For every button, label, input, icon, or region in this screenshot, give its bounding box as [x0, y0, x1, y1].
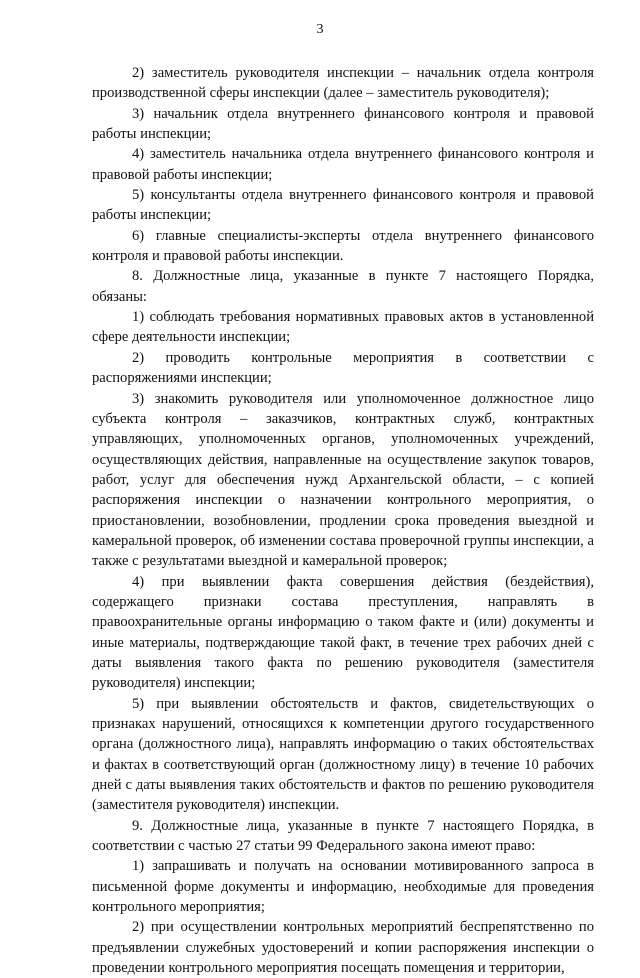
clause-8-item-2: 2) проводить контрольные мероприятия в соответствии с распоряжениями инспекции;: [92, 349, 594, 387]
list-item-consultants: 5) консультанты отдела внутреннего финансового контроля и правовой работы инспекции;: [92, 187, 594, 224]
clause-9-item-1: 1) запрашивать и получать на основании мотивированного запроса в письменной форме документы и информацию, необходимые для проведения контрольного мероприятия;: [92, 858, 594, 916]
list-item-deputy-department-head: 4) заместитель начальника отдела внутреннего финансового контроля и правовой работы инспекции;: [92, 146, 594, 183]
clause-8-item-3: 3) знакомить руководителя или уполномоченное должностное лицо субъекта контроля – заказчиков, контрактных служб, контрактных управляющих, уполномоченных органов, уполномоченных учреждений, осуществляющих действия, направленные на осуществление закупок товаров, работ, услуг для обеспечения нужд Архангельской области, – с копией распоряжения инспекции о назначении контрольного мероприятия, о приостановлении, возобновлении, продлении срока проведения выездной и камеральной проверок, об изменении состава проверочной группы инспекции, а также с результатами выездной и камеральной проверок;: [92, 390, 594, 570]
list-item-department-head: 3) начальник отдела внутреннего финансового контроля и правовой работы инспекции;: [92, 105, 594, 143]
page-number: 3: [316, 22, 324, 37]
clause-8: 8. Должностные лица, указанные в пункте 7 настоящего Порядка, обязаны:: [92, 268, 594, 305]
clause-8-item-5: 5) при выявлении обстоятельств и фактов, свидетельствующих о признаках нарушений, относящихся к компетенции другого государственного органа (должностного лица), направлять информацию о таких обстоятельствах и фактах в соответствующий орган (должностному лицу) в течение 10 рабочих дней с даты выявления таких обстоятельств и фактов по решению руководителя (заместителя руководителя) инспекции.: [92, 695, 594, 814]
clause-9-item-2: 2) при осуществлении контрольных мероприятий беспрепятственно по предъявлении служебных удостоверений и копии распоряжения инспекции о проведении контрольного мероприятия посещать помещения и территории,: [92, 919, 594, 977]
document-body: [92, 63, 594, 978]
list-item-chief-specialists: 6) главные специалисты-эксперты отдела внутреннего финансового контроля и правовой работы инспекции.: [92, 227, 594, 265]
clause-9: 9. Должностные лица, указанные в пункте 7 настоящего Порядка, в соответствии с частью 27 статьи 99 Федерального закона имеют право:: [92, 817, 594, 855]
clause-8-item-4: 4) при выявлении факта совершения действия (бездействия), содержащего признаки состава преступления, направлять в правоохранительные органы информацию о таком факте и (или) документы и иные материалы, подтверждающие такой факт, в течение трех рабочих дней с даты выявления такого факта по решению руководителя (заместителя руководителя) инспекции;: [92, 573, 594, 692]
list-item-deputy-head: 2) заместитель руководителя инспекции – начальник отдела контроля производственной сферы инспекции (далее – заместитель руководителя);: [92, 65, 594, 102]
clause-8-item-1: 1) соблюдать требования нормативных правовых актов в установленной сфере деятельности инспекции;: [92, 309, 594, 346]
